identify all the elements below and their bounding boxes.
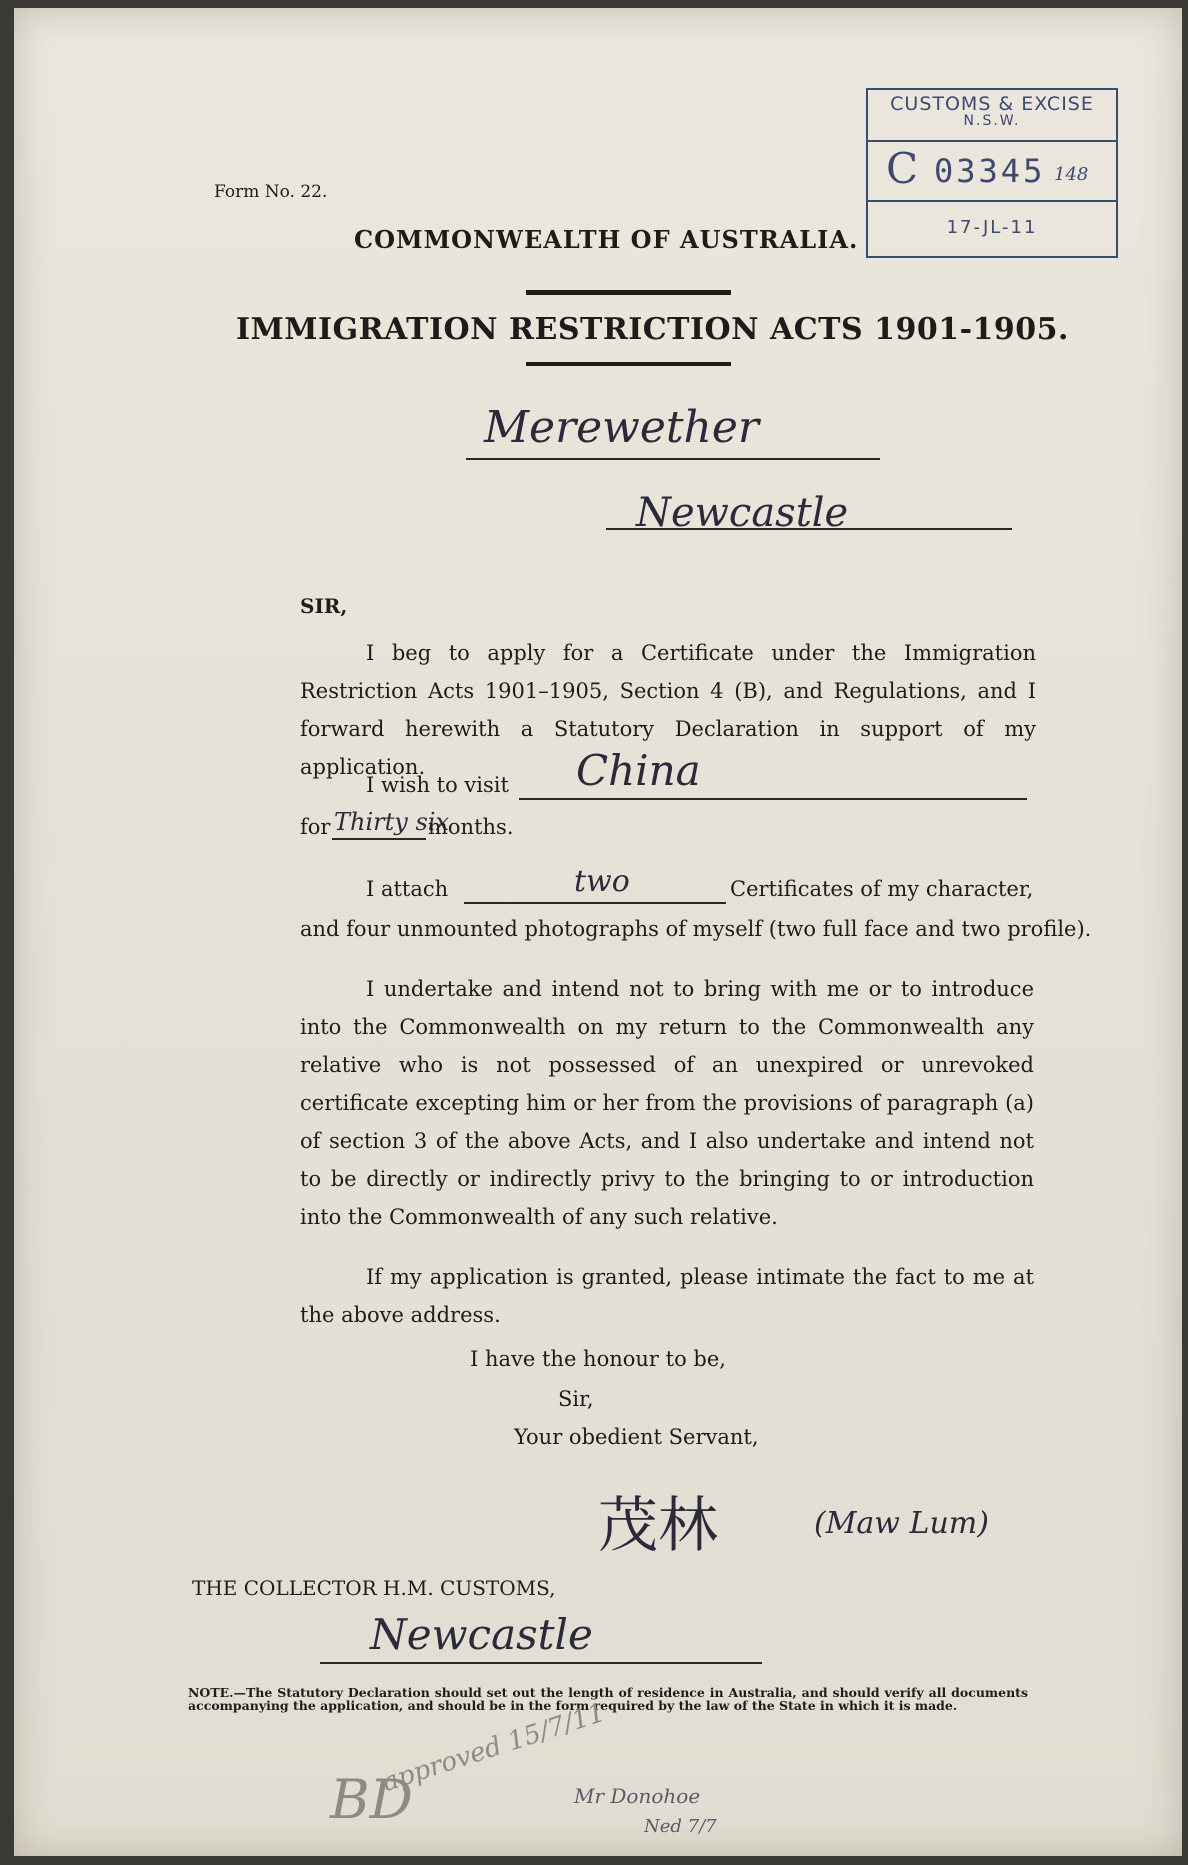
closing-line1: I have the honour to be, — [470, 1347, 726, 1371]
attach-rest: Certificates of my character, — [730, 877, 1034, 901]
signature-chinese: 茂林 — [598, 1491, 718, 1561]
stamp-line1: CUSTOMS & EXCISE — [890, 93, 1094, 115]
title-rule-top — [526, 290, 731, 295]
salutation: SIR, — [300, 594, 348, 618]
address-underline1 — [466, 458, 880, 460]
title-rule-bottom — [526, 362, 731, 366]
closing-line2: Sir, — [558, 1387, 594, 1411]
for-label: for — [300, 815, 331, 839]
customs-stamp — [866, 88, 1118, 258]
signature-romanized: (Maw Lum) — [814, 1506, 989, 1541]
stamp-date: 17-JL-11 — [946, 217, 1038, 238]
paragraph-undertaking — [300, 970, 1034, 1236]
attach-line2: and four unmounted photographs of myself (two full face and two profile). — [300, 917, 1092, 941]
pencil-initials: BD — [330, 1768, 413, 1831]
country-heading: COMMONWEALTH OF AUSTRALIA. — [354, 225, 859, 254]
page-title: IMMIGRATION RESTRICTION ACTS 1901-1905. — [236, 312, 1069, 347]
for-underline — [332, 838, 426, 840]
stamp-number: 03345 — [934, 152, 1046, 190]
stamp-letter: C — [886, 144, 919, 193]
footnote-text: NOTE.—The Statutory Declaration should set out the length of residence in Australia, and should verify all documents accompanying the application, and should be in the form required by the law of the State in which it is made. — [188, 1685, 1028, 1713]
stamp-number-row — [868, 142, 1116, 202]
attach-underline — [464, 902, 726, 904]
paragraph-intimate — [300, 1258, 1034, 1334]
stamp-suffix: 148 — [1054, 164, 1089, 185]
visit-value: China — [576, 746, 701, 795]
addressee-underline — [320, 1662, 762, 1664]
closing-line3: Your obedient Servant, — [514, 1425, 759, 1449]
stamp-header — [868, 90, 1116, 142]
attach-label: I attach — [366, 877, 449, 901]
visit-label: I wish to visit — [366, 773, 509, 797]
stamp-line2: N.S.W. — [963, 113, 1021, 129]
visit-underline — [519, 798, 1027, 800]
months-label: months. — [428, 815, 514, 839]
form-number: Form No. 22. — [214, 182, 328, 202]
paragraph-application-text: I beg to apply for a Certificate under the Immigration Restriction Acts 1901–1905, Section 4 (B), and Regulations, and I forward herewith a Statutory Declaration in support of my application. — [300, 641, 1036, 779]
address-line2: Newcastle — [636, 490, 849, 536]
attach-value: two — [574, 864, 630, 899]
paragraph-intimate-text: If my application is granted, please intimate the fact to me at the above address. — [300, 1265, 1034, 1327]
document-sheet — [14, 8, 1182, 1856]
addressee-place: Newcastle — [370, 1610, 593, 1659]
address-line1: Merewether — [484, 402, 759, 453]
footnote — [188, 1686, 1028, 1712]
address-underline2 — [606, 528, 1012, 530]
addressee-label: THE COLLECTOR H.M. CUSTOMS, — [192, 1576, 556, 1600]
ink-date: Ned 7/7 — [644, 1816, 717, 1837]
stamp-date-row — [868, 202, 1116, 254]
for-value: Thirty six — [334, 808, 449, 836]
ink-donohoe: Mr Donohoe — [574, 1784, 701, 1808]
pencil-approved: approved 15/7/11 — [378, 1697, 609, 1798]
paragraph-undertaking-text: I undertake and intend not to bring with me or to introduce into the Commonwealth on my return to the Commonwealth any relative who is not possessed of an unexpired or unrevoked certificate excepting him or her from the provisions of paragraph (a) of section 3 of the above Acts, and I also undertake and intend not to be directly or indirectly privy to the bringing to or introduction into the Commonwealth of any such relative. — [300, 977, 1034, 1229]
